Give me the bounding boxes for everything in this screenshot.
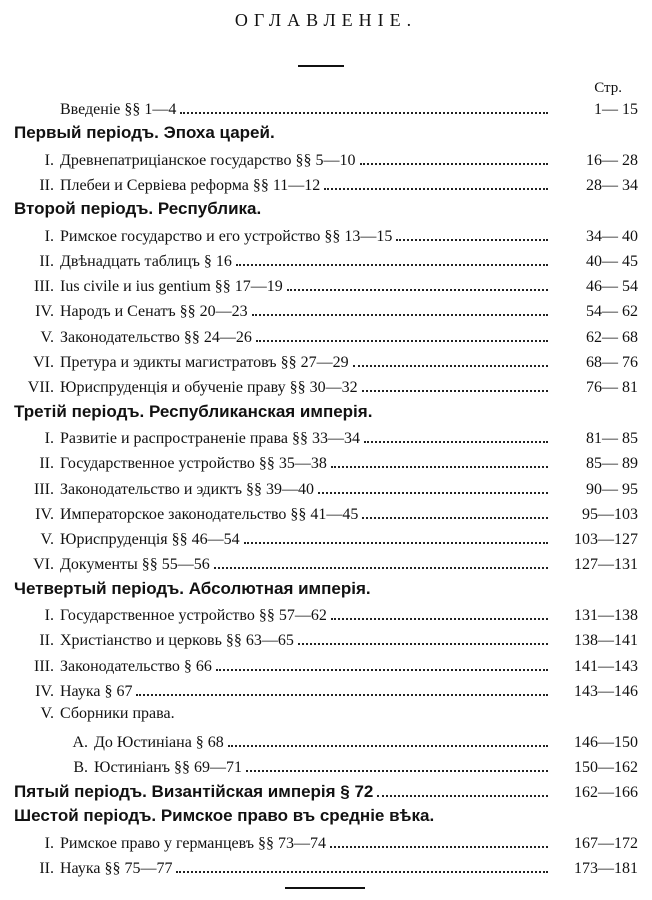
toc-period-heading <box>14 579 638 605</box>
toc-entry-number: I. <box>44 607 54 624</box>
toc-entry <box>14 604 638 630</box>
toc-entry-number: I. <box>44 429 54 447</box>
dot-leader <box>244 528 548 544</box>
toc-entry-pages: 103—127 <box>574 531 638 549</box>
toc-entry-pages: 131—138 <box>574 607 638 624</box>
toc-entry-pages: 138—141 <box>574 632 638 650</box>
toc-entry-title: Пятый періодъ. Византійская имперія § 72 <box>14 782 374 802</box>
toc-entry-title: Третій періодъ. Республиканская имперія. <box>14 401 373 421</box>
toc-entry-title: Сборники права. <box>60 705 175 723</box>
toc-entry-number: II. <box>39 632 54 650</box>
toc-entry-number: IV. <box>35 505 54 523</box>
toc-entry <box>14 756 638 782</box>
toc-entry-title: Двѣнадцать таблицъ § 16 <box>60 252 232 270</box>
toc-entry-number: V. <box>40 531 54 549</box>
toc-entry <box>14 705 638 731</box>
dot-leader <box>214 553 548 569</box>
toc-entry <box>14 300 638 326</box>
toc-entry-title: Юриспруденція и обученіе праву §§ 30—32 <box>60 379 358 397</box>
toc-entry <box>14 250 638 276</box>
dot-leader <box>331 604 548 620</box>
dot-leader <box>246 756 548 772</box>
toc-entry-pages: 141—143 <box>574 657 638 675</box>
toc-entry-number: VI. <box>33 556 54 574</box>
toc-entry-title: До Юстиніана § 68 <box>94 733 224 751</box>
toc-entry-title: Наука §§ 75—77 <box>60 860 173 877</box>
toc-period-heading <box>14 402 638 428</box>
dot-leader <box>362 376 548 392</box>
toc-period-heading <box>14 123 638 149</box>
toc-entry-title: Ius civile и ius gentium §§ 17—19 <box>60 278 283 296</box>
toc-entry-pages: 62— 68 <box>586 328 638 346</box>
toc-entry-pages: 54— 62 <box>586 303 638 321</box>
toc-entry-pages: 162—166 <box>574 784 638 802</box>
toc-entry <box>14 832 638 858</box>
dot-leader <box>330 832 548 848</box>
toc-entry-title: Христіанство и церковь §§ 63—65 <box>60 632 294 650</box>
toc-entry-pages: 90— 95 <box>586 480 638 498</box>
toc-period-heading <box>14 806 638 832</box>
toc-entry-title: Римское право у германцевъ §§ 73—74 <box>60 834 327 852</box>
toc-period-heading <box>14 199 638 225</box>
toc-period-heading <box>14 781 638 807</box>
toc-entry-pages: 146—150 <box>574 733 638 751</box>
toc-entry-number: I. <box>44 834 54 852</box>
toc-entry-title: Государственное устройство §§ 57—62 <box>60 607 327 624</box>
toc-entry-pages: 46— 54 <box>586 278 638 296</box>
dot-leader <box>353 351 548 367</box>
toc-entry-number: VI. <box>33 354 54 371</box>
toc-entry-number: II. <box>39 455 54 473</box>
toc-entry <box>14 731 638 757</box>
toc-entry <box>14 351 638 377</box>
toc-entry-number: I. <box>44 151 54 169</box>
toc-entry-pages: 173—181 <box>574 860 638 877</box>
toc-entry-pages: 85— 89 <box>586 455 638 473</box>
toc-entry-title: Документы §§ 55—56 <box>60 556 210 574</box>
toc-entry-number: A. <box>72 733 88 751</box>
toc-entry-title: Плебеи и Сервіева реформа §§ 11—12 <box>60 176 321 194</box>
toc-entry-number: II. <box>39 176 54 194</box>
toc-entry <box>14 478 638 504</box>
toc-entry-title: Народъ и Сенатъ §§ 20—23 <box>60 303 248 321</box>
toc-entry-pages: 95—103 <box>582 505 638 523</box>
toc-entry-title: Римское государство и его устройство §§ 13—15 <box>60 227 393 245</box>
toc-entry-title: Юстиніанъ §§ 69—71 <box>94 758 243 776</box>
toc-entry-title: Шестой періодъ. Римское право въ средніе вѣка. <box>14 806 435 826</box>
toc-entry-title: Первый періодъ. Эпоха царей. <box>14 123 275 143</box>
toc-entry <box>14 326 638 352</box>
page-column-header: Стр. <box>594 80 622 96</box>
bottom-divider <box>285 887 365 889</box>
toc-entry <box>14 225 638 251</box>
toc-entry-title: Древнепатриціанское государство §§ 5—10 <box>60 151 356 169</box>
dot-leader <box>377 781 548 797</box>
dot-leader <box>136 680 548 696</box>
toc-entry-number: I. <box>44 227 54 245</box>
toc-entry-pages: 143—146 <box>574 682 638 700</box>
dot-leader <box>176 857 548 873</box>
toc-entry-number: III. <box>34 278 54 296</box>
toc-entry-pages: 34— 40 <box>586 227 638 245</box>
toc-entry-number: VII. <box>27 379 54 397</box>
toc-entry-title: Государственное устройство §§ 35—38 <box>60 455 327 473</box>
toc-entry-pages: 68— 76 <box>586 354 638 371</box>
toc-entry <box>14 857 638 883</box>
toc-entry-pages: 40— 45 <box>586 252 638 270</box>
dot-leader <box>396 225 548 241</box>
toc-entry-title: Введеніе §§ 1—4 <box>60 101 177 118</box>
toc-entry-pages: 167—172 <box>574 834 638 852</box>
toc-entry-number: B. <box>73 758 88 776</box>
title-divider <box>298 65 344 67</box>
toc-entry-title: Законодательство § 66 <box>60 657 212 675</box>
dot-leader <box>287 275 548 291</box>
dot-leader <box>318 478 548 494</box>
toc-entry-number: IV. <box>35 682 54 700</box>
dot-leader <box>331 452 548 468</box>
dot-leader <box>236 250 548 266</box>
toc-entry-title: Наука § 67 <box>60 682 133 700</box>
toc-entry-title: Претура и эдикты магистратовъ §§ 27—29 <box>60 354 349 371</box>
toc-entry <box>14 149 638 175</box>
toc-entry-title: Развитіе и распространеніе права §§ 33—34 <box>60 429 360 447</box>
dot-leader <box>324 174 548 190</box>
toc-entry-pages: 1— 15 <box>594 101 638 118</box>
toc-entry-pages: 28— 34 <box>586 176 638 194</box>
toc-entry-title: Юриспруденція §§ 46—54 <box>60 531 240 549</box>
toc-entry-title: Императорское законодательство §§ 41—45 <box>60 505 359 523</box>
toc-entry <box>14 503 638 529</box>
toc-entry <box>14 427 638 453</box>
toc-entry-number: III. <box>34 480 54 498</box>
toc-entry-number: III. <box>34 657 54 675</box>
dot-leader <box>180 98 548 114</box>
toc-entry-number: II. <box>39 860 54 877</box>
toc-entry-pages: 150—162 <box>574 758 638 776</box>
toc-entry <box>14 174 638 200</box>
toc-entry <box>14 528 638 554</box>
toc-entry-pages: 81— 85 <box>586 429 638 447</box>
dot-leader <box>298 629 548 645</box>
toc-entry-pages: 127—131 <box>574 556 638 574</box>
toc-entry-number: II. <box>39 252 54 270</box>
toc-entry-title: Второй періодъ. Республика. <box>14 199 262 219</box>
dot-leader <box>216 655 548 671</box>
toc-entry-title: Законодательство §§ 24—26 <box>60 328 252 346</box>
page-title: ОГЛАВЛЕНІЕ. <box>234 10 418 30</box>
toc-entry-pages: 76— 81 <box>586 379 638 397</box>
dot-leader <box>256 326 548 342</box>
dot-leader <box>362 503 548 519</box>
toc-entry-title: Законодательство и эдиктъ §§ 39—40 <box>60 480 315 498</box>
toc-entry <box>14 376 638 402</box>
toc-entry-number: IV. <box>35 303 54 321</box>
toc-entry <box>14 680 638 706</box>
toc-entry <box>14 452 638 478</box>
dot-leader <box>228 731 548 747</box>
toc-entry <box>14 655 638 681</box>
dot-leader <box>252 300 548 316</box>
toc-entry-number: V. <box>40 328 54 346</box>
toc-entry <box>14 629 638 655</box>
toc-entry <box>14 98 638 124</box>
dot-leader <box>364 427 548 443</box>
dot-leader <box>360 149 549 165</box>
toc-entry-title: Четвертый періодъ. Абсолютная имперія. <box>14 578 371 598</box>
toc-entry-number: V. <box>40 705 54 723</box>
toc-entry <box>14 275 638 301</box>
toc-entry <box>14 553 638 579</box>
toc-entry-pages: 16— 28 <box>586 151 638 169</box>
